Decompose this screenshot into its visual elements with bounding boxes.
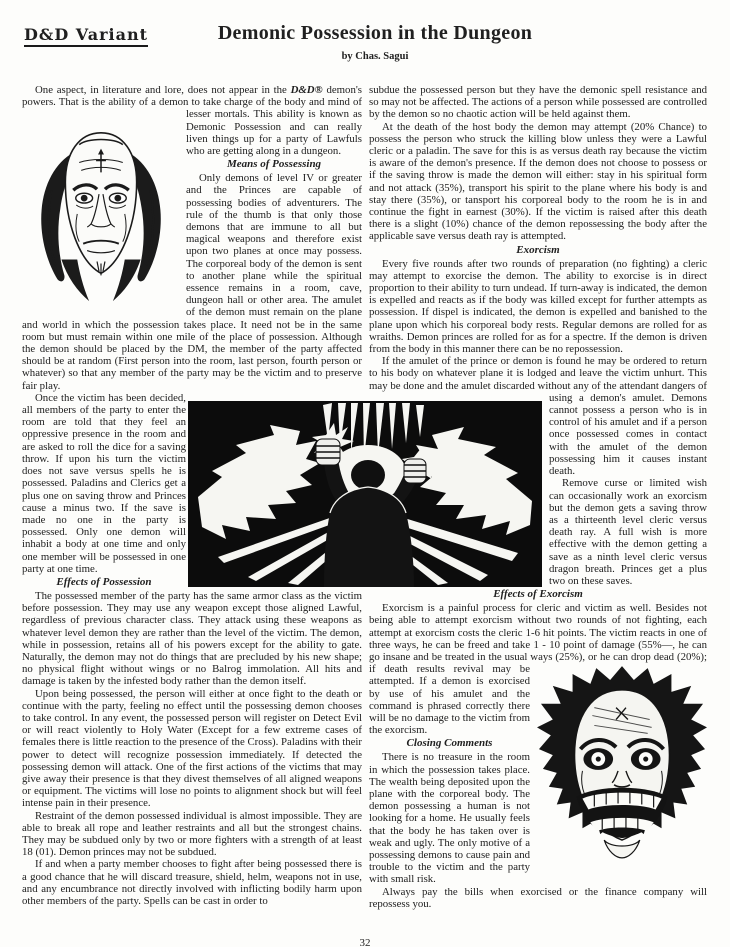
byline: by Chas. Sagui <box>341 51 409 62</box>
heading-effects-of-exorcism: Effects of Exorcism <box>493 588 583 601</box>
paragraph-effects-1: The possessed member of the party has the same armor class as the victim before possession. They may use any weapon except those aligned Lawful, regardless of previous character class. They attack using these weapons as whatever level demon they are rather than the level of the victim. The demon, while in possession, retains all of his powers except for the ability to gate. Naturally, the demon may not do things that are precluded by his new shape; no physical flight without wings or no Balrog immolation. All hits and damage is taken by the infested body rather than the demon itself. <box>22 589 362 688</box>
grinning-demon-illustration <box>537 664 707 862</box>
old-man-illustration <box>26 111 176 309</box>
paragraph-continuation: subdue the possessed person but they have the demonic spell resistance and so may not be affected. The actions of a person while possessed are controlled by the demon so no chaotic action will be held against them. <box>369 84 707 121</box>
paragraph-effects-4: If and when a party member chooses to fight after being possessed there is a good chance that he will discard treasure, shield, helm, weapons not in use, and any encumbrance not directly involved with inflicting bodily harm upon other members of the party. Spells can be cast in order to <box>22 858 362 907</box>
paragraph-closing-2: Always pay the bills when exorcised or the finance company will repossess you. <box>369 885 707 910</box>
demonic-possession-scene-illustration <box>188 401 542 587</box>
paragraph-host-death: At the death of the host body the demon may attempt (20% Chance) to possess the person who struck the killing blow unless they were a Lawful cleric or a paladin. The save for this is as versus death ray because the victim is aware of the demon's presence. If the demon does not choose to possess or if the saving throw is made the demon will either: stay in his spiritual form and not attack (35%), transport his spirit to the plane where his body is and stay there (35%), or tansport his corporeal body to the room he is in and continue the fight in earnest (30%). If the victim is raised after this death there is a slight (10%) chance of the demon repossessing the body after the applicable save versus death ray is attempted. <box>369 120 707 243</box>
paragraph-effects-3: Restraint of the demon possessed individual is almost impossible. They are able to break all rope and leather restraints and all but the strongest chains. They may be subdued only by two or more fighters with a strength of at least 18 (01). Demon princes may not be subdued. <box>22 809 362 859</box>
amulet-text-b: dangers of using a demon's amulet. Demons cannot possess a person who is in control of his amulet and if a person once possessed comes in contact with the amulet of the demon possessing him it causes instant death. <box>549 379 707 478</box>
exorcism-effects-text-b: (20%); if death results revival may be attempted. If a demon is exorcised by use of his amulet and the command is phrased correctly there will be no damage to the victim from the exorcism. <box>369 650 707 737</box>
paragraph-victim: Once the victim has been decided, all members of the party to enter the room are told that they feel an oppressive presence in the room and are asked to roll the dice for a saving throw. If upon his turn the victim does not save versus spells he is possessed. Paladins and Clerics get a plus one on saving throw and Princes cause a minus two. If the save is made no one in the party is possessed. Only one demon will inhabit a body at one time and only one member will be possessed in one party at one time. <box>22 391 186 575</box>
heading-exorcism: Exorcism <box>516 243 560 256</box>
intro-text-a: One aspect, in literature and lore, does not appear in the <box>35 84 287 96</box>
heading-effects-of-possession: Effects of Possession <box>56 575 152 588</box>
brand-name: D&D® <box>290 84 323 96</box>
page-number: 32 <box>359 937 371 947</box>
heading-closing-comments: Closing Comments <box>406 737 493 750</box>
article-title: Demonic Possession in the Dungeon <box>217 22 533 44</box>
paragraph-effects-2: Upon being possessed, the person will either at once fight to the death or continue with the party, feeling no effect until the possessing demon chooses to take control. In any event, the possessed person will register on Detect Evil or will react violently to Holy Water (Except for a few extreme cases of females there is little reaction to the presence of the Cross). Paladins with their power to detect will recognize possession immediately. If detected the possessing demon will attack. One of the first actions of the victims that may give away their presence is that they divest themselves of all aligned weapons or equipment. The victims will lose no points to alignment shock but will feel intense pain in their presence. <box>22 687 362 810</box>
intro-text-b: demon's powers. That is the ability of a demon to take charge of the <box>22 84 362 109</box>
paragraph-means: Only demons of level IV or greater and the Princes are capable of possessing bodies of adventurers. The rule of the thumb is that only those demons that are immune to all but magical weapons and therefore exist upon two planes at once may possess. The corporeal body of the demon is sent to another plane while the spiritual essence remains in a room, cave, dungeon hall or other area. The amulet of the demon must remain on the plane and world in which the possession takes place. It need not be in the same room but must remain within one mile of the place of possession. Although the demon should be placed by the DM, the member of the party affected should be at random (First person into the room, last person, fourth person or whatever) so that any member of the party may be the victim and to preserve fair play. <box>22 172 362 392</box>
intro-text-c: body and mind of lesser mortals. This ability is known as Demonic Possession and can really liven things up for a party of Lawfuls who are getting along in a dungeon. <box>186 96 362 158</box>
intro-paragraph <box>22 84 362 157</box>
heading-means-of-possessing: Means of Possessing <box>226 158 322 171</box>
paragraph-exorcism-effects <box>369 602 707 736</box>
paragraph-remove-curse: Remove curse or limited wish can occasionally work an exorcism but the demon gets a saving throw as a thirteenth level cleric versus death ray. A full wish is more effective with the demon getting a save as a ninth level cleric versus dragon breath. Princes get a plus two on these saves. <box>549 477 707 587</box>
exorcism-effects-text-a: Exorcism is a painful process for cleric and victim as well. Besides not being able to attempt exorcism without two rounds of not fighting, each attempt at exorcism costs the cleric 1-6 hit points. The victim reacts in one of three ways, he can be freed and take 1 - 10 point of damage (55%—, he can go insane and be treated in the usual ways (25%), or he can drop dead <box>369 602 707 663</box>
column-tag: D&D Variant <box>24 25 148 47</box>
amulet-text-a: If the amulet of the prince or demon is found he may be ordered to return to his body on whatever plane it is lodged and leave the victim unhurt. This may be done and the amulet discarded without any of the attendant <box>369 355 707 392</box>
paragraph-exorcise-rounds: Every five rounds after two rounds of preparation (no fighting) a cleric may attempt to exorcise the demon. The ability to exorcise is in direct proportion to their ability to turn undead. If turn-away is indicated, the demon is expelled and reacts as if the body was killed except for further attempts as possession. If dispel is indicated, the demon is expelled and banished to the plane upon which his corporeal body rests. Regular demons are rolled for as wraiths. Demon princes are rolled for as for a spectre. If the demon is driven from the body in this manner there can be no repossession. <box>369 257 707 356</box>
paragraph-closing-1: There is no treasure in the room in which the possession takes place. The wealth being deposited upon the plane with the corporeal body. The demon possessing a human is not looking for a home. He usually feels that the body he has taken over is weak and ugly. The only motive of a possessing demons to cause pain and trouble to the victim and the party with small risk. <box>369 751 530 886</box>
